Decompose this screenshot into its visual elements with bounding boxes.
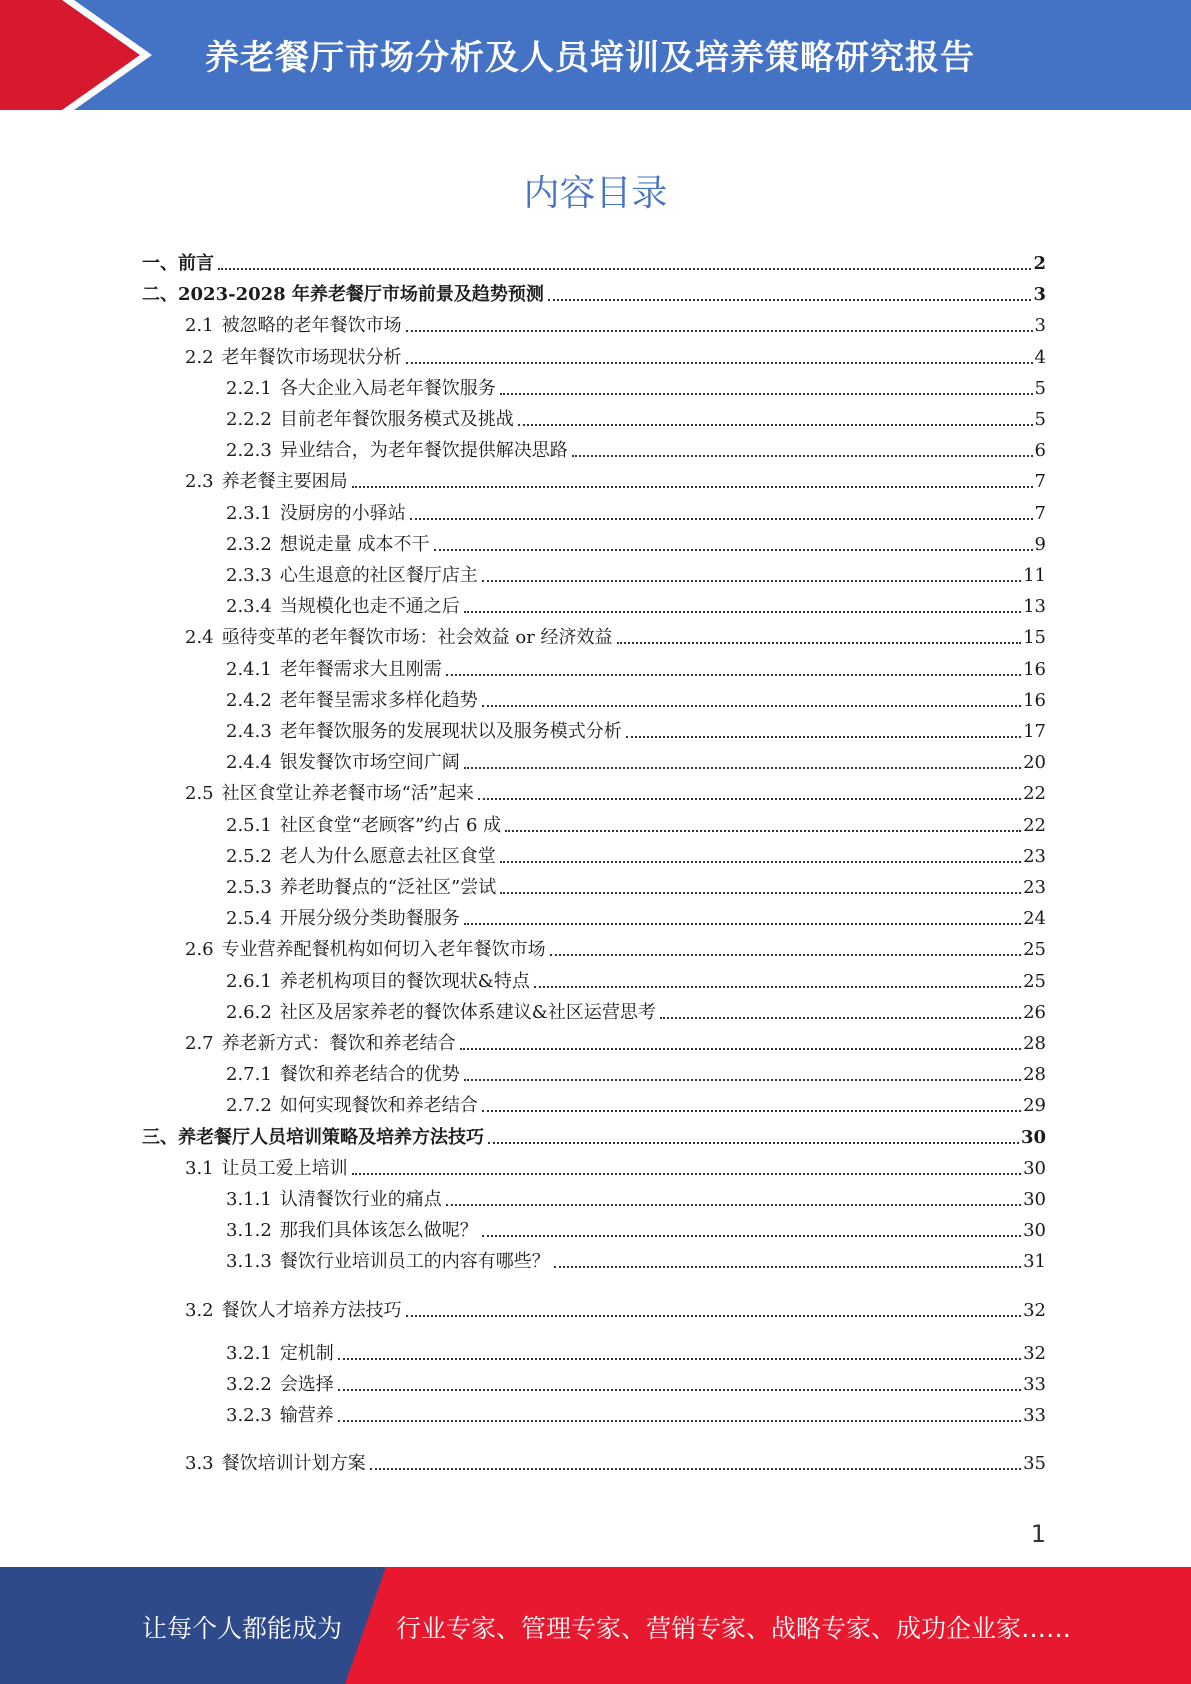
toc-dot-leader bbox=[464, 1079, 1021, 1081]
toc-entry[interactable] bbox=[226, 651, 1046, 681]
toc-entry-page: 15 bbox=[1023, 627, 1046, 649]
toc-entry-number: 2.4.2 bbox=[226, 689, 272, 711]
toc-entry-title: 餐饮人才培养方法技巧 bbox=[221, 1299, 402, 1321]
toc-entry-title: 让员工爱上培训 bbox=[221, 1157, 348, 1179]
toc-dot-leader bbox=[617, 642, 1022, 644]
toc-dot-leader bbox=[464, 923, 1021, 925]
toc-entry-page: 30 bbox=[1023, 1157, 1046, 1179]
toc-entry-title: 当规模化也走不通之后 bbox=[279, 596, 460, 618]
toc-entry-page: 2 bbox=[1033, 253, 1046, 274]
toc-dot-leader bbox=[406, 1315, 1021, 1317]
toc-entry-number: 2.5.3 bbox=[226, 877, 272, 898]
toc-entry-title: 餐饮培训计划方案 bbox=[221, 1453, 366, 1475]
toc-dot-leader bbox=[338, 1358, 1021, 1360]
toc-entry[interactable] bbox=[142, 276, 1046, 306]
toc-dot-leader bbox=[548, 299, 1032, 301]
toc-entry-title: 心生退意的社区餐厅店主 bbox=[279, 565, 478, 586]
toc-dot-leader bbox=[370, 1468, 1021, 1470]
toc-entry-page: 11 bbox=[1023, 565, 1046, 586]
toc-entry-title: 老年餐饮服务的发展现状以及服务模式分析 bbox=[279, 721, 622, 742]
toc-entry[interactable] bbox=[226, 526, 1046, 556]
toc-entry-number: 2.2.2 bbox=[226, 409, 272, 430]
toc-entry-number: 2.5.2 bbox=[226, 845, 272, 867]
toc-entry-page: 33 bbox=[1023, 1405, 1046, 1427]
toc-entry-title: 2023-2028 年养老餐厅市场前景及趋势预测 bbox=[178, 284, 544, 306]
toc-entry-page: 28 bbox=[1023, 1064, 1046, 1086]
toc-entry-page: 26 bbox=[1023, 1001, 1046, 1023]
toc-entry-number: 3.1.3 bbox=[226, 1251, 272, 1273]
toc-entry-number: 3.1.1 bbox=[226, 1189, 272, 1210]
toc-entry[interactable] bbox=[185, 1150, 1046, 1180]
toc-entry-number: 3.2 bbox=[185, 1299, 214, 1321]
toc-entry-number: 2.7 bbox=[185, 1033, 214, 1054]
toc-dot-leader bbox=[500, 861, 1021, 863]
toc-entry[interactable] bbox=[226, 869, 1046, 899]
toc-dot-leader bbox=[482, 580, 1021, 582]
toc-entry-title: 老年餐需求大且刚需 bbox=[279, 658, 442, 680]
toc-entry-page: 22 bbox=[1023, 814, 1046, 836]
toc-entry[interactable] bbox=[185, 1025, 1046, 1055]
toc-entry-number: 2.4.3 bbox=[226, 721, 272, 742]
toc-dot-leader bbox=[406, 362, 1033, 364]
toc-entry-title: 老人为什么愿意去社区食堂 bbox=[279, 845, 496, 867]
toc-entry[interactable] bbox=[142, 1119, 1046, 1149]
toc-dot-leader bbox=[478, 798, 1021, 800]
toc-entry[interactable] bbox=[185, 775, 1046, 805]
toc-entry-page: 25 bbox=[1023, 939, 1046, 961]
toc-dot-leader bbox=[660, 1017, 1021, 1019]
toc-entry-number: 2.5.4 bbox=[226, 908, 272, 930]
toc-dot-leader bbox=[352, 486, 1033, 488]
toc-entry-page: 24 bbox=[1023, 908, 1046, 930]
toc-entry[interactable] bbox=[226, 744, 1046, 774]
toc-entry-number: 2.5 bbox=[185, 783, 214, 805]
toc-entry[interactable] bbox=[226, 588, 1046, 618]
toc-dot-leader bbox=[482, 705, 1021, 707]
toc-entry[interactable] bbox=[226, 1366, 1046, 1396]
toc-dot-leader bbox=[434, 549, 1033, 551]
toc-dot-leader bbox=[410, 518, 1033, 520]
toc-dot-leader bbox=[488, 1142, 1019, 1144]
toc-entry[interactable] bbox=[226, 1087, 1046, 1117]
toc-entry[interactable] bbox=[226, 557, 1046, 587]
toc-entry-title: 目前老年餐饮服务模式及挑战 bbox=[279, 409, 514, 430]
toc-entry-page: 30 bbox=[1023, 1189, 1046, 1210]
toc-entry-page: 4 bbox=[1034, 346, 1046, 368]
toc-entry-title: 那我们具体该怎么做呢？ bbox=[279, 1220, 478, 1242]
toc-entry-number: 2.2 bbox=[185, 346, 214, 368]
toc-entry-number: 2.7.1 bbox=[226, 1064, 272, 1086]
toc-entry[interactable] bbox=[185, 463, 1046, 493]
toc-entry[interactable] bbox=[226, 900, 1046, 930]
toc-entry-number: 2.6 bbox=[185, 939, 214, 961]
toc-entry-number: 2.6.1 bbox=[226, 970, 272, 992]
toc-entry[interactable] bbox=[226, 1212, 1046, 1242]
toc-dot-leader bbox=[406, 330, 1033, 332]
toc-entry-page: 16 bbox=[1023, 658, 1046, 680]
toc-dot-leader bbox=[550, 954, 1021, 956]
toc-dot-leader bbox=[482, 1235, 1021, 1237]
footer-slogan-left: 让每个人都能成为 bbox=[142, 1614, 343, 1643]
footer-slogan-right: 行业专家、管理专家、营销专家、战略专家、成功企业家…… bbox=[396, 1614, 1072, 1643]
toc-entry-title: 异业结合，为老年餐饮提供解决思路 bbox=[279, 440, 568, 462]
toc-dot-leader bbox=[338, 1389, 1021, 1391]
toc-entry-number: 2.3 bbox=[185, 471, 214, 493]
toc-entry[interactable] bbox=[226, 713, 1046, 743]
toc-entry-number: 2.3.3 bbox=[226, 565, 272, 586]
header-arrow-graphic bbox=[0, 0, 160, 110]
toc-entry-page: 32 bbox=[1023, 1342, 1046, 1364]
toc-entry-title: 专业营养配餐机构如何切入老年餐饮市场 bbox=[221, 939, 546, 961]
toc-entry-number: 3.2.1 bbox=[226, 1342, 272, 1364]
toc-entry-title: 社区食堂让养老餐市场“活”起来 bbox=[221, 783, 475, 805]
toc-entry-number: 3.1 bbox=[185, 1157, 214, 1179]
toc-entry-title: 想说走量 成本不干 bbox=[279, 533, 430, 555]
toc-entry-page: 25 bbox=[1023, 970, 1046, 992]
toc-entry-page: 17 bbox=[1023, 721, 1046, 742]
toc-entry-title: 养老机构项目的餐饮现状&特点 bbox=[279, 970, 530, 992]
toc-entry-page: 33 bbox=[1023, 1374, 1046, 1395]
toc-dot-leader bbox=[352, 1173, 1021, 1175]
toc-dot-leader bbox=[446, 674, 1021, 676]
toc-entry-number: 3.3 bbox=[185, 1453, 214, 1475]
toc-entry-number: 2.4.1 bbox=[226, 658, 272, 680]
toc-entry-title: 银发餐饮市场空间广阔 bbox=[279, 752, 460, 774]
toc-entry-title: 社区及居家养老的餐饮体系建议&社区运营思考 bbox=[279, 1001, 656, 1023]
footer-banner bbox=[0, 1567, 1191, 1684]
toc-entry-title: 如何实现餐饮和养老结合 bbox=[279, 1095, 478, 1117]
toc-entry-page: 3 bbox=[1033, 284, 1046, 306]
toc-entry-title: 亟待变革的老年餐饮市场：社会效益 or 经济效益 bbox=[221, 627, 613, 649]
toc-entry-page: 22 bbox=[1023, 783, 1046, 805]
toc-entry[interactable] bbox=[226, 963, 1046, 993]
toc-entry-number: 2.4 bbox=[185, 627, 214, 649]
toc-heading: 内容目录 bbox=[523, 173, 668, 214]
toc-entry-number: 2.5.1 bbox=[226, 814, 272, 836]
toc-entry-page: 5 bbox=[1034, 409, 1046, 430]
toc-entry-page: 20 bbox=[1023, 752, 1046, 774]
toc-dot-leader bbox=[464, 767, 1021, 769]
toc-entry-page: 30 bbox=[1020, 1126, 1046, 1148]
toc-entry-title: 养老新方式：餐饮和养老结合 bbox=[221, 1033, 456, 1054]
toc-entry[interactable] bbox=[142, 245, 1046, 275]
toc-entry[interactable] bbox=[226, 838, 1046, 868]
toc-entry-number: 2.7.2 bbox=[226, 1095, 272, 1117]
toc-dot-leader bbox=[464, 611, 1021, 613]
toc-entry-title: 各大企业入局老年餐饮服务 bbox=[279, 377, 496, 399]
toc-entry-page: 29 bbox=[1023, 1095, 1046, 1117]
toc-dot-leader bbox=[500, 393, 1033, 395]
toc-entry-title: 会选择 bbox=[279, 1374, 334, 1395]
toc-entry-page: 7 bbox=[1034, 471, 1046, 493]
toc-entry-number: 2.1 bbox=[185, 315, 214, 337]
toc-entry[interactable] bbox=[226, 994, 1046, 1024]
toc-entry-number: 2.2.3 bbox=[226, 440, 272, 462]
toc-entry[interactable] bbox=[226, 401, 1046, 431]
toc-entry[interactable] bbox=[226, 495, 1046, 525]
toc-entry[interactable] bbox=[226, 682, 1046, 712]
toc-dot-leader bbox=[446, 1204, 1021, 1206]
toc-entry-page: 23 bbox=[1023, 877, 1046, 898]
toc-entry-number: 2.3.2 bbox=[226, 533, 272, 555]
toc-entry-page: 7 bbox=[1034, 502, 1046, 524]
toc-entry-title: 餐饮和养老结合的优势 bbox=[279, 1064, 460, 1086]
toc-entry-title: 餐饮行业培训员工的内容有哪些？ bbox=[279, 1251, 550, 1273]
toc-entry-number: 一、 bbox=[142, 253, 178, 274]
toc-entry-page: 35 bbox=[1023, 1453, 1046, 1475]
toc-entry[interactable] bbox=[226, 807, 1046, 837]
toc-entry-number: 2.3.1 bbox=[226, 502, 272, 524]
toc-entry-title: 社区食堂“老顾客”约占 6 成 bbox=[279, 814, 502, 836]
toc-entry-title: 没厨房的小驿站 bbox=[279, 502, 406, 524]
toc-dot-leader bbox=[554, 1266, 1021, 1268]
toc-entry-page: 23 bbox=[1023, 845, 1046, 867]
toc-entry-title: 老年餐饮市场现状分析 bbox=[221, 346, 402, 368]
toc-entry-title: 养老助餐点的“泛社区”尝试 bbox=[279, 877, 497, 898]
toc-entry-page: 31 bbox=[1023, 1251, 1046, 1273]
toc-entry[interactable] bbox=[226, 1181, 1046, 1211]
toc-entry[interactable] bbox=[185, 1445, 1046, 1475]
toc-entry[interactable] bbox=[185, 1292, 1046, 1322]
toc-entry[interactable] bbox=[226, 432, 1046, 462]
toc-entry-number: 3.2.3 bbox=[226, 1405, 272, 1427]
toc-entry-title: 老年餐呈需求多样化趋势 bbox=[279, 689, 478, 711]
report-title: 养老餐厅市场分析及人员培训及培养策略研究报告 bbox=[205, 38, 975, 78]
page-number: 1 bbox=[1030, 1520, 1046, 1548]
toc-entry-page: 13 bbox=[1023, 596, 1046, 618]
toc-dot-leader bbox=[500, 892, 1021, 894]
toc-entry-title: 养老餐主要困局 bbox=[221, 471, 348, 493]
toc-entry-title: 被忽略的老年餐饮市场 bbox=[221, 315, 402, 337]
toc-entry-number: 2.2.1 bbox=[226, 377, 272, 399]
toc-entry-number: 三、 bbox=[142, 1126, 178, 1148]
toc-entry-page: 32 bbox=[1023, 1299, 1046, 1321]
toc-entry[interactable] bbox=[226, 1335, 1046, 1365]
toc-entry-number: 二、 bbox=[142, 284, 178, 306]
toc-dot-leader bbox=[518, 424, 1033, 426]
toc-entry[interactable] bbox=[185, 307, 1046, 337]
toc-entry-title: 开展分级分类助餐服务 bbox=[279, 908, 460, 930]
toc-dot-leader bbox=[626, 736, 1021, 738]
toc-entry-page: 28 bbox=[1023, 1033, 1046, 1054]
toc-entry[interactable] bbox=[226, 1056, 1046, 1086]
toc-dot-leader bbox=[218, 268, 1031, 270]
toc-entry[interactable] bbox=[226, 1243, 1046, 1273]
toc-entry-number: 2.6.2 bbox=[226, 1001, 272, 1023]
toc-entry-page: 16 bbox=[1023, 689, 1046, 711]
toc-dot-leader bbox=[482, 1110, 1021, 1112]
toc-entry[interactable] bbox=[226, 370, 1046, 400]
toc-entry-number: 2.3.4 bbox=[226, 596, 272, 618]
toc-entry[interactable] bbox=[185, 339, 1046, 369]
toc-dot-leader bbox=[534, 986, 1021, 988]
toc-dot-leader bbox=[460, 1048, 1021, 1050]
toc-entry-page: 5 bbox=[1034, 377, 1046, 399]
toc-entry-title: 前言 bbox=[178, 253, 214, 274]
toc-entry-page: 9 bbox=[1034, 533, 1046, 555]
toc-entry[interactable] bbox=[185, 931, 1046, 961]
toc-entry[interactable] bbox=[185, 619, 1046, 649]
toc-dot-leader bbox=[338, 1420, 1021, 1422]
toc-entry-number: 3.1.2 bbox=[226, 1220, 272, 1242]
toc-entry-title: 养老餐厅人员培训策略及培养方法技巧 bbox=[178, 1126, 484, 1148]
toc-entry-page: 30 bbox=[1023, 1220, 1046, 1242]
report-header-banner bbox=[0, 0, 1191, 110]
toc-entry-title: 认清餐饮行业的痛点 bbox=[279, 1189, 442, 1210]
toc-dot-leader bbox=[572, 455, 1033, 457]
toc-entry-page: 3 bbox=[1034, 315, 1046, 337]
toc-entry-page: 6 bbox=[1034, 440, 1046, 462]
toc-entry-number: 3.2.2 bbox=[226, 1374, 272, 1395]
toc-entry[interactable] bbox=[226, 1397, 1046, 1427]
toc-entry-title: 输营养 bbox=[279, 1405, 334, 1427]
toc-entry-number: 2.4.4 bbox=[226, 752, 272, 774]
toc-dot-leader bbox=[505, 830, 1021, 832]
toc-entry-title: 定机制 bbox=[279, 1342, 334, 1364]
